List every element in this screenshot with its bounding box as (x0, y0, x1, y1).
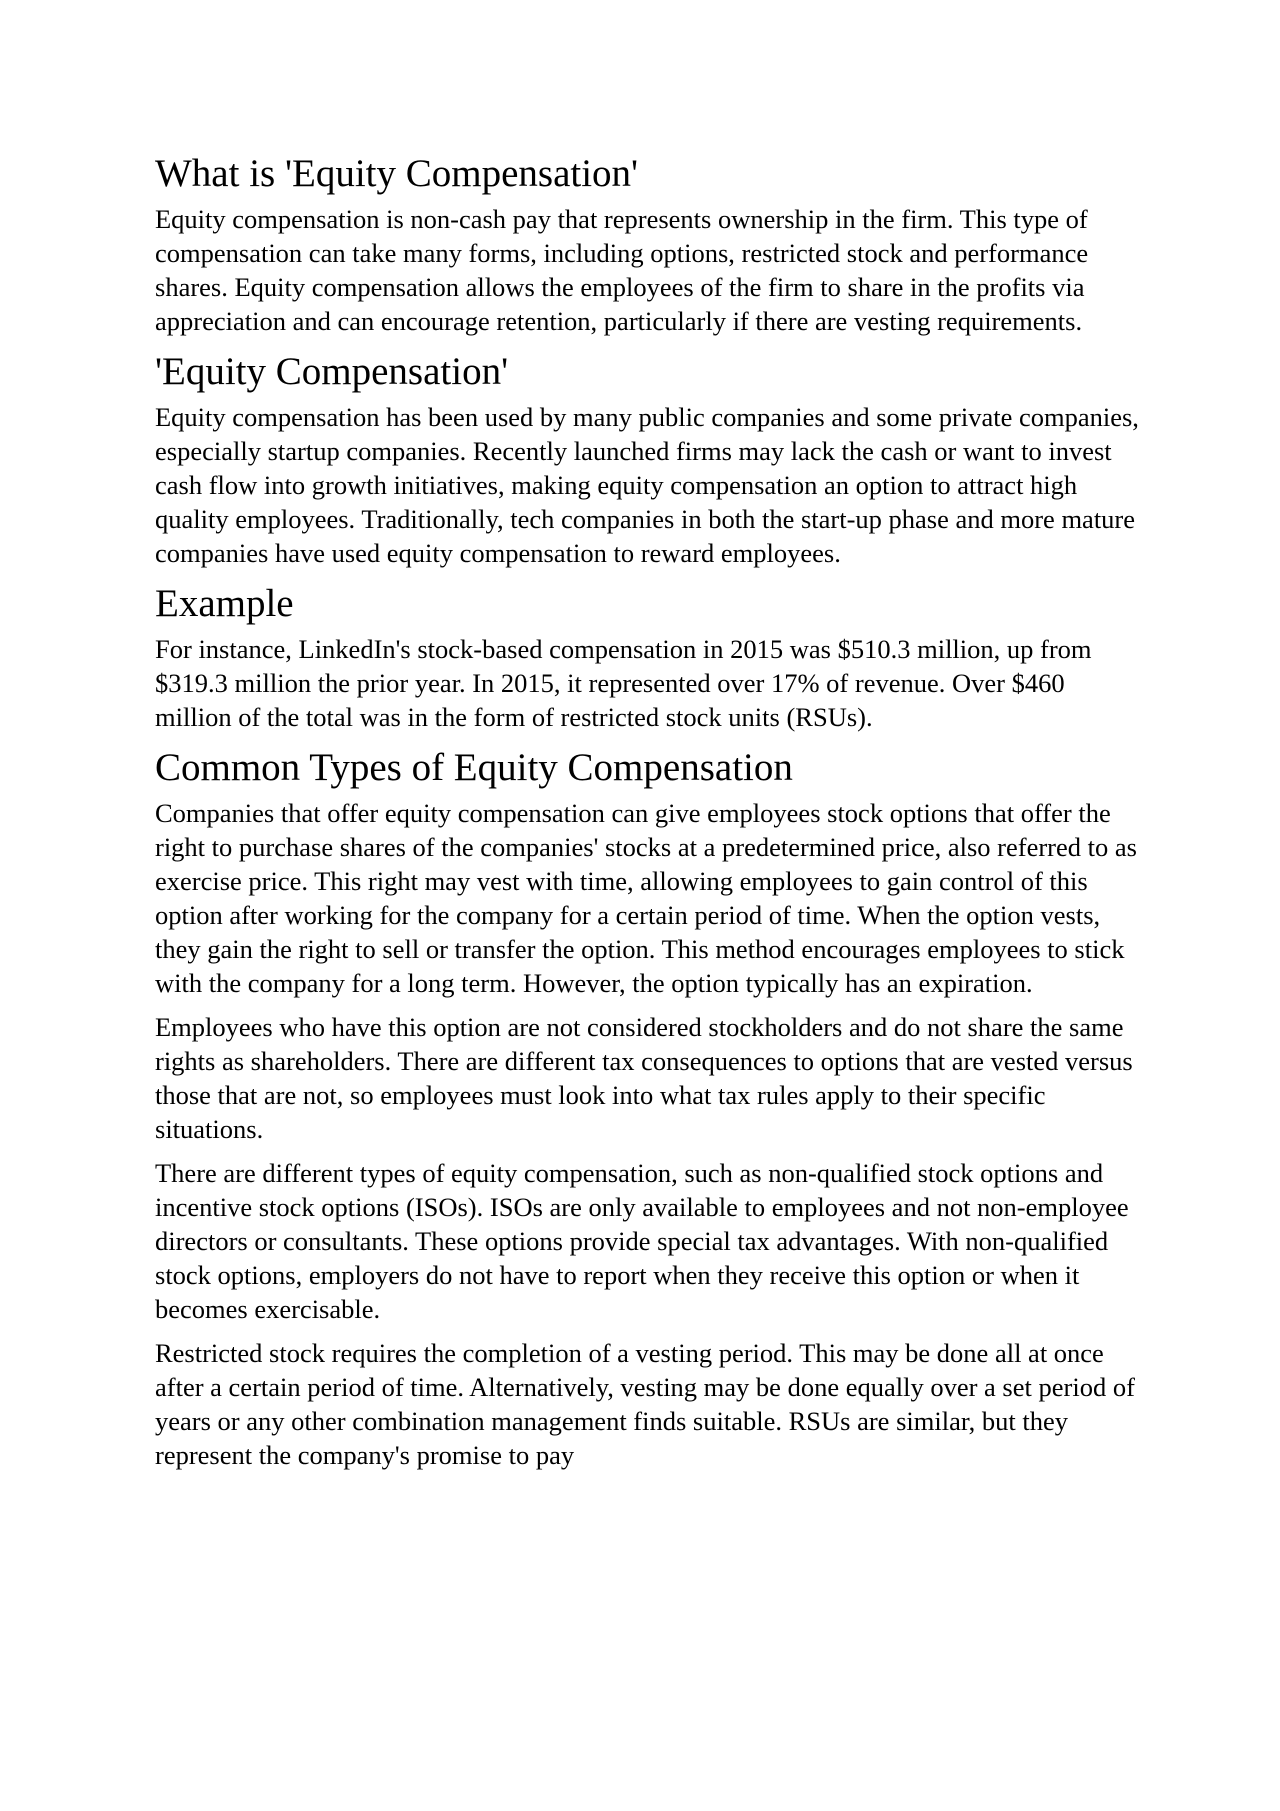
section-heading: Common Types of Equity Compensation (155, 746, 793, 789)
paragraph: There are different types of equity compensation, such as non-qualified stock options and incentive stock options (ISOs). ISOs are only available to employees and not non-employee directors or consultants. These options provide special tax advantages. With non-qualified stock options, employers do not have to report when they receive this option or when it becomes exercisable. (155, 1158, 1129, 1324)
section-what-is-equity-compensation (155, 150, 1145, 338)
section-heading: 'Equity Compensation' (155, 350, 509, 393)
section-example (155, 580, 1145, 734)
section-heading: What is 'Equity Compensation' (155, 152, 639, 195)
document-page (155, 150, 1145, 1482)
paragraph: Employees who have this option are not considered stockholders and do not share the same rights as shareholders. There are different tax consequences to options that are vested versus those that are not, so employees must look into what tax rules apply to their specific situations. (155, 1012, 1133, 1144)
paragraph: Companies that offer equity compensation can give employees stock options that offer the right to purchase shares of the companies' stocks at a predetermined price, also referred to as exercise price. This right may vest with time, allowing employees to gain control of this option after working for the company for a certain period of time. When the option vests, they gain the right to sell or transfer the option. This method encourages employees to stick with the company for a long term. However, the option typically has an expiration. (155, 798, 1137, 998)
paragraph: Equity compensation is non-cash pay that represents ownership in the firm. This type of compensation can take many forms, including options, restricted stock and performance shares. Equity compensation allows the employees of the firm to share in the profits via appreciation and can encourage retention, particularly if there are vesting requirements. (155, 204, 1089, 336)
paragraph: For instance, LinkedIn's stock-based compensation in 2015 was $510.3 million, up from $319.3 million the prior year. In 2015, it represented over 17% of revenue. Over $460 million of the total was in the form of restricted stock units (RSUs). (155, 634, 1092, 732)
paragraph: Equity compensation has been used by many public companies and some private companies, especially startup companies. Recently launched firms may lack the cash or want to invest cash flow into growth initiatives, making equity compensation an option to attract high quality employees. Traditionally, tech companies in both the start-up phase and more mature companies have used equity compensation to reward employees. (155, 402, 1139, 568)
section-heading: Example (155, 582, 294, 625)
paragraph: Restricted stock requires the completion of a vesting period. This may be done all at once after a certain period of time. Alternatively, vesting may be done equally over a set period of years or any other combination management finds suitable. RSUs are similar, but they represent the company's promise to pay (155, 1338, 1135, 1470)
section-equity-compensation (155, 348, 1145, 570)
section-common-types (155, 744, 1145, 1472)
